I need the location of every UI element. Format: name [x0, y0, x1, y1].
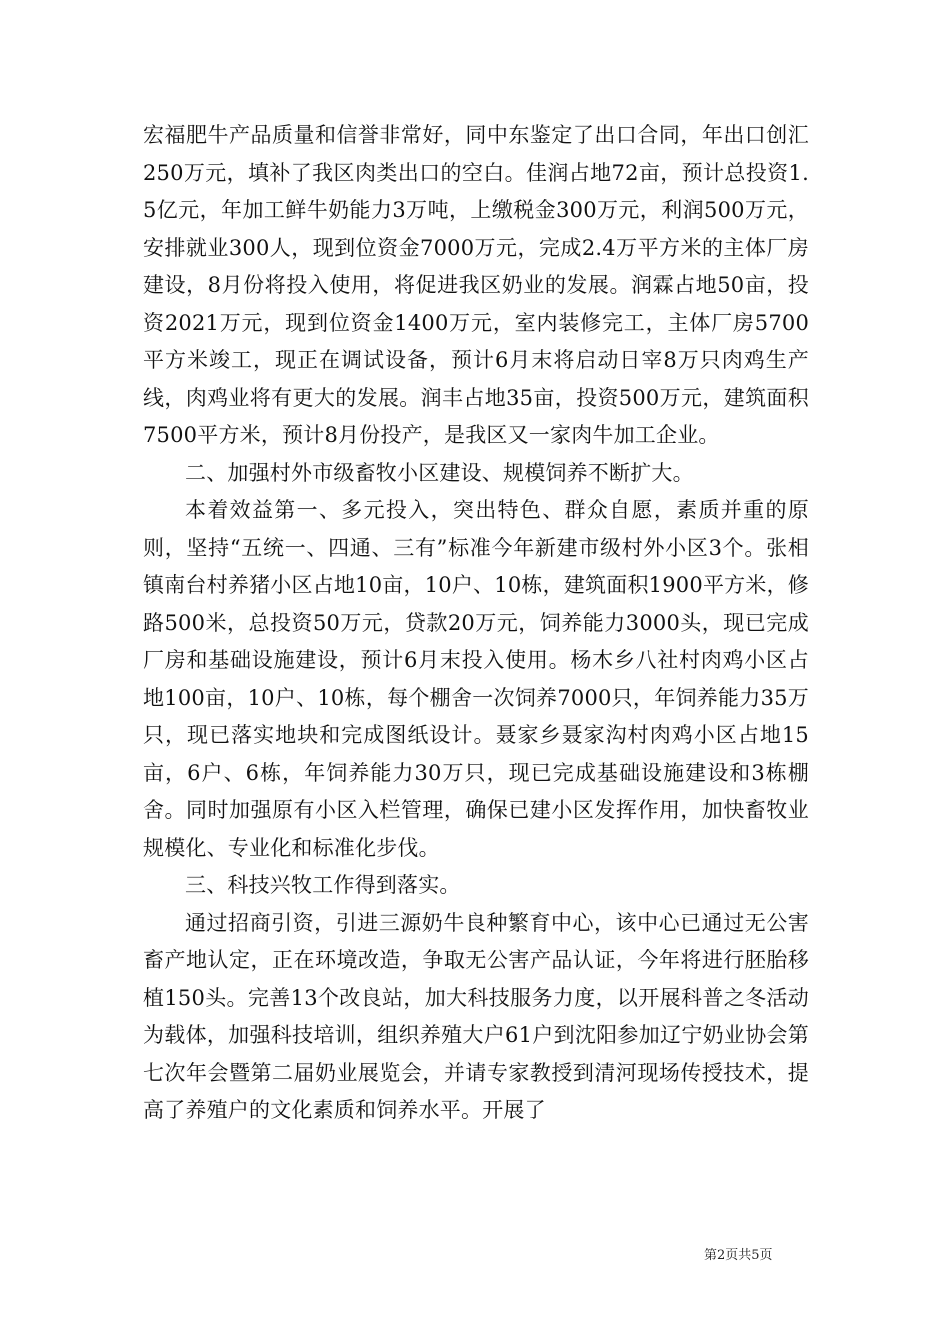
paragraph-continuation: 宏福肥牛产品质量和信誉非常好，同中东鉴定了出口合同，年出口创汇250万元，填补了我区肉类出口的空白。佳润占地72亩，预计总投资1.5亿元，年加工鲜牛奶能力3万吨，上缴税金300万元，利润500万元，安排就业300人，现到位资金7000万元，完成2.4万平方米的主体厂房建设，8月份将投入使用，将促进我区奶业的发展。润霖占地50亩，投资2021万元，现到位资金1400万元，室内装修完工，主体厂房5700平方米竣工，现正在调试设备，预计6月末将启动日宰8万只肉鸡生产线，肉鸡业将有更大的发展。润丰占地35亩，投资500万元，建筑面积7500平方米，预计8月份投产，是我区又一家肉牛加工企业。	[143, 123, 809, 447]
section-heading-2: 二、加强村外市级畜牧小区建设、规模饲养不断扩大。	[185, 460, 694, 485]
document-body	[143, 117, 809, 1130]
paragraph-livestock-zones: 本着效益第一、多元投入，突出特色、群众自愿，素质并重的原则，坚持“五统一、四通、三有”标准今年新建市级村外小区3个。张相镇南台村养猪小区占地10亩，10户、10栋，建筑面积1900平方米，修路500米，总投资50万元，贷款20万元，饲养能力3000头，现已完成厂房和基础设施建设，预计6月末投入使用。杨木乡八社村肉鸡小区占地100亩，10户、10栋，每个棚舍一次饲养7000只，年饲养能力35万只，现已落实地块和完成图纸设计。聂家乡聂家沟村肉鸡小区占地15亩，6户、6栋，年饲养能力30万只，现已完成基础设施建设和3栋棚舍。同时加强原有小区入栏管理，确保已建小区发挥作用，加快畜牧业规模化、专业化和标准化步伐。	[143, 498, 809, 860]
page-number-footer: 第2页共5页	[704, 1248, 773, 1263]
paragraph-technology: 通过招商引资，引进三源奶牛良种繁育中心，该中心已通过无公害畜产地认定，正在环境改造，争取无公害产品认证，今年将进行胚胎移植150头。完善13个改良站，加大科技服务力度，以开展科普之冬活动为载体，加强科技培训，组织养殖大户61户到沈阳参加辽宁奶业协会第七次年会暨第二届奶业展览会，并请专家教授到清河现场传授技术，提高了养殖户的文化素质和饲养水平。开展了	[143, 910, 809, 1122]
section-heading-3: 三、科技兴牧工作得到落实。	[185, 873, 461, 897]
